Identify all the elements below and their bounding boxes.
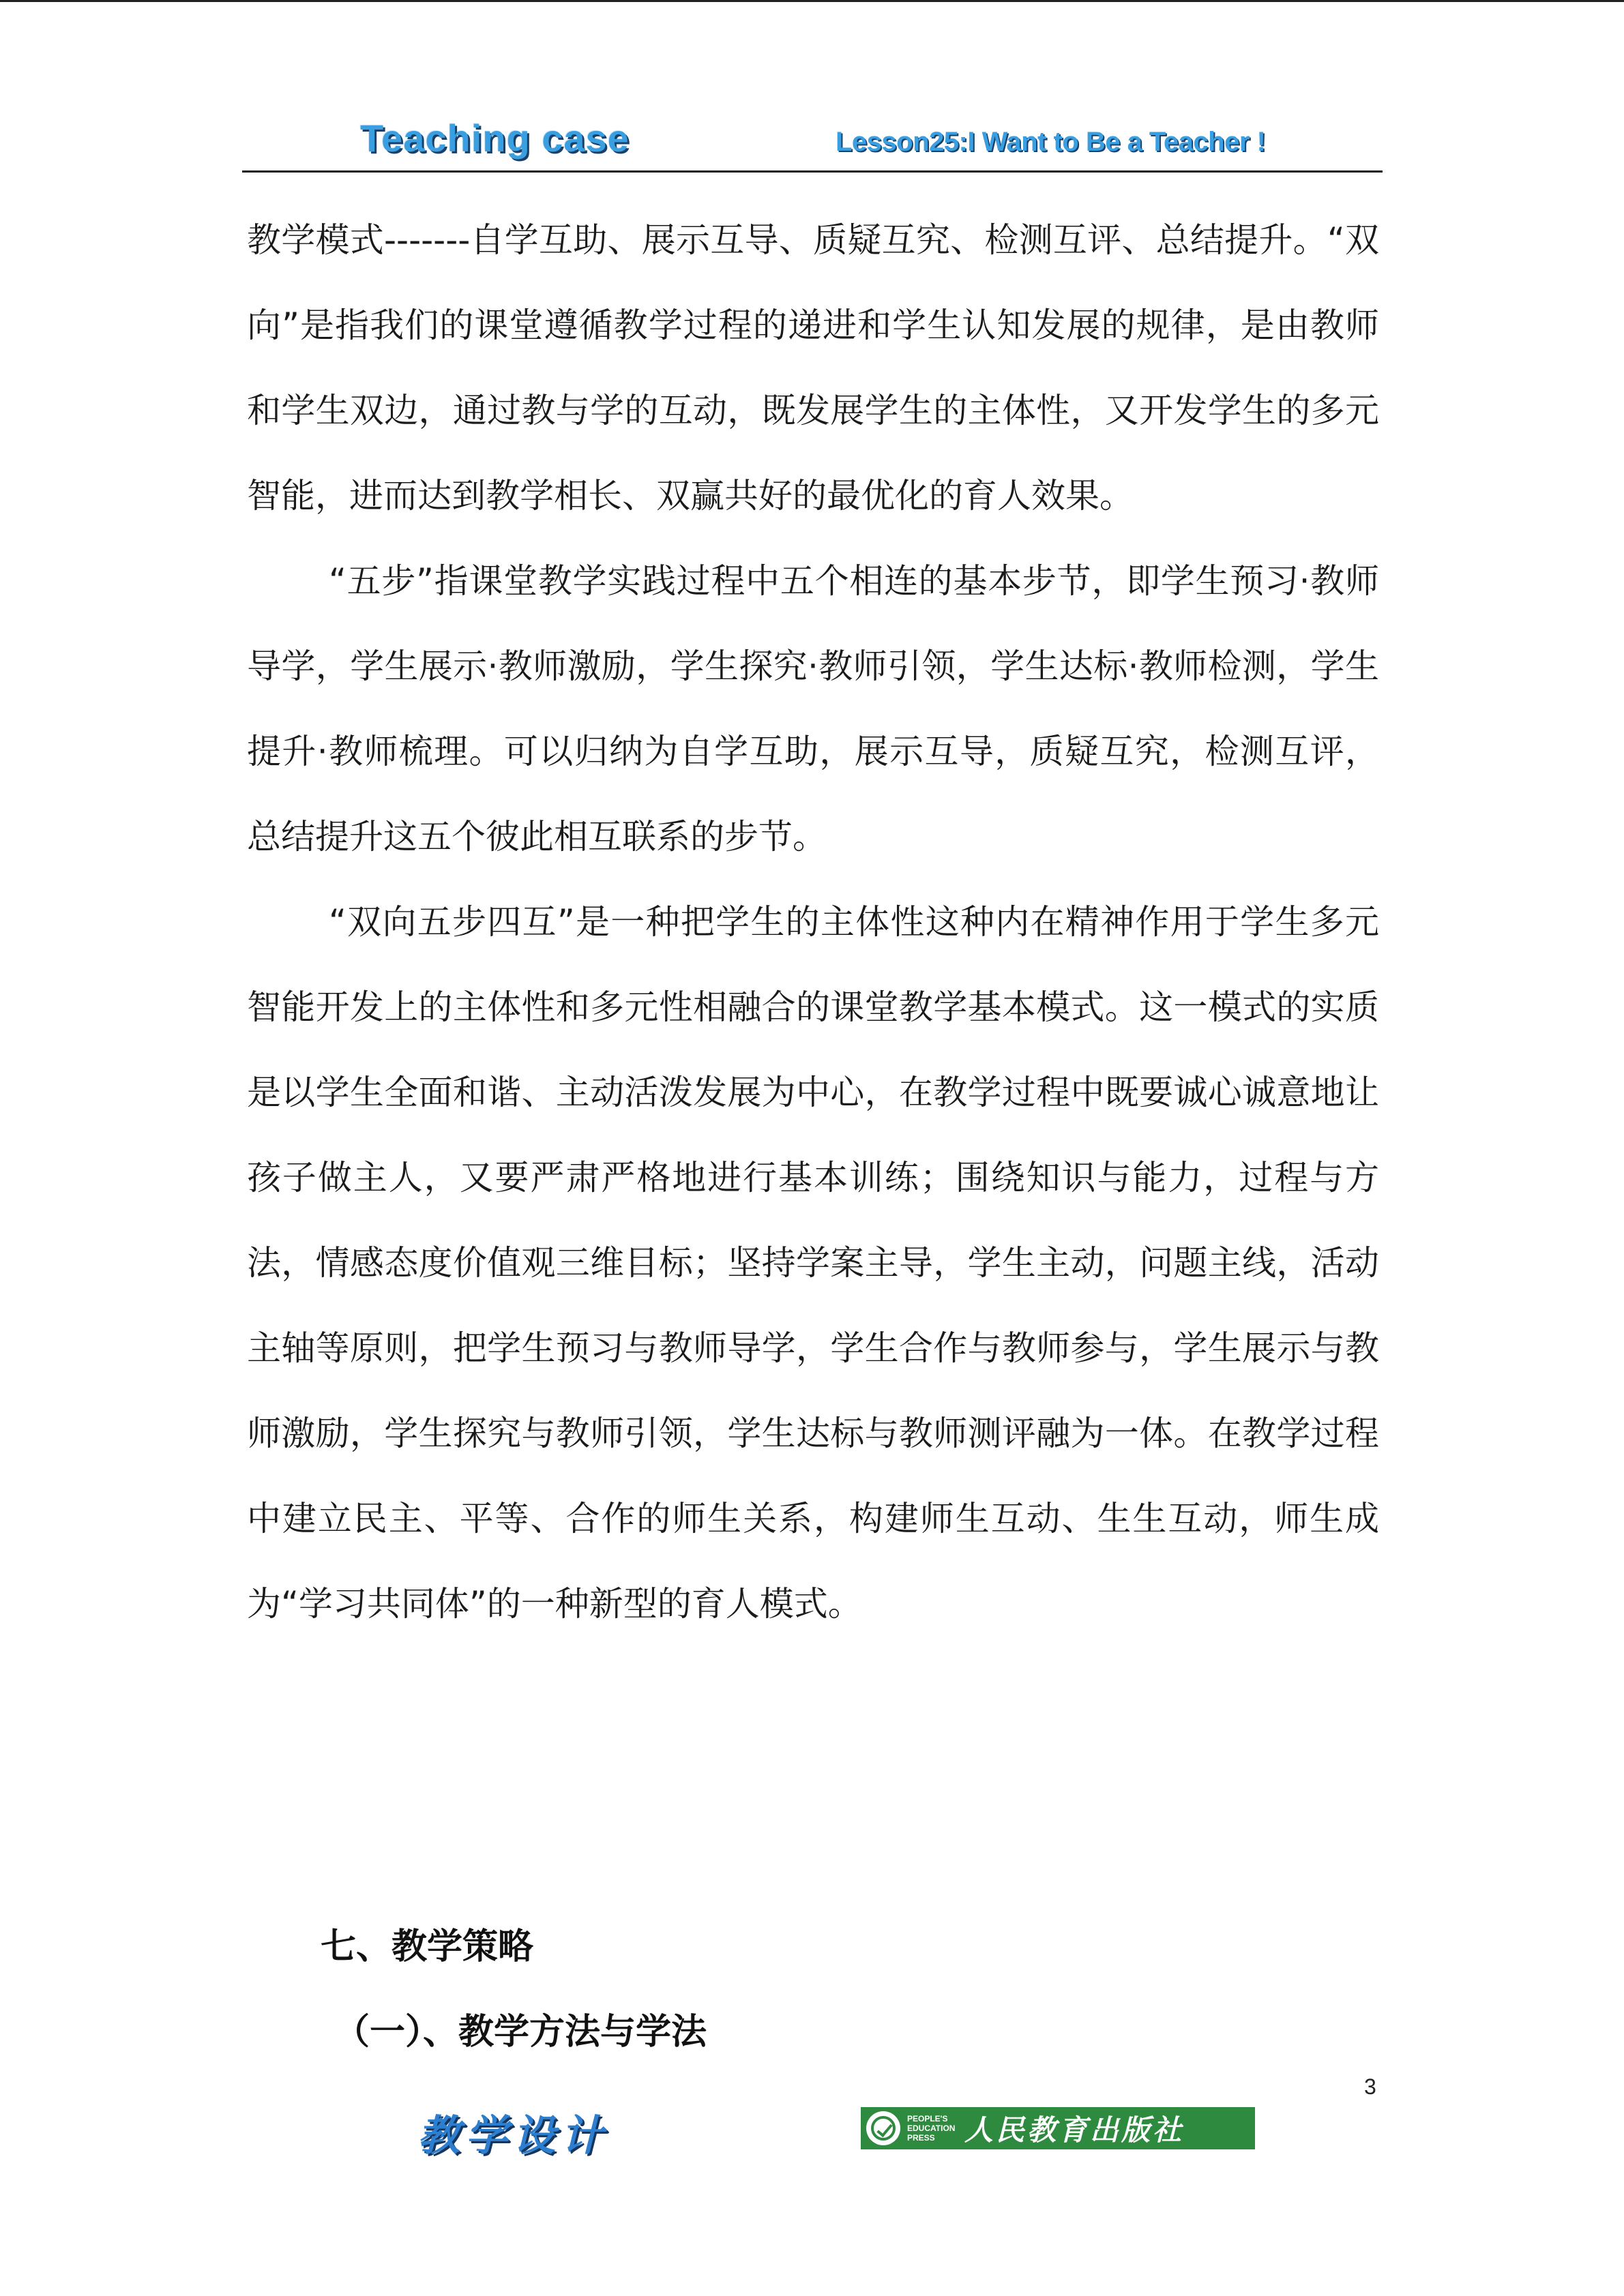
section-heading-teaching-strategy: 七、教学策略 bbox=[321, 1926, 534, 1967]
document-body bbox=[247, 198, 1379, 1647]
header-teaching-case: Teaching case bbox=[360, 117, 630, 160]
subsection-heading-methods: （一）、教学方法与学法 bbox=[334, 2012, 707, 2053]
publisher-logo bbox=[861, 2107, 1255, 2149]
footer-teaching-design: 教学设计 bbox=[417, 2111, 609, 2160]
header-divider bbox=[242, 170, 1383, 173]
publisher-name-chinese: 人民教育出版社 bbox=[964, 2113, 1185, 2147]
publisher-name-english: PEOPLE'S EDUCATION PRESS bbox=[907, 2114, 956, 2143]
paragraph-two-way-five-steps: “双向五步四互”是一种把学生的主体性这种内在精神作用于学生多元智能开发上的主体性和多元性相融合的课堂教学基本模式。这一模式的实质是以学生全面和谐、主动活泼发展为中心，在教学过程中既要诚心诚意地让孩子做主人，又要严肃严格地进行基本训练；围绕知识与能力，过程与方法，情感态度价值观三维目标；坚持学案主导，学生主动，问题主线，活动主轴等原则，把学生预习与教师导学，学生合作与教师参与，学生展示与教师激励，学生探究与教师引领，学生达标与教师测评融为一体。在教学过程中建立民主、平等、合作的师生关系，构建师生互动、生生互动，师生成为“学习共同体”的一种新型的育人模式。 bbox=[247, 902, 1379, 1624]
paragraph-teaching-mode: 教学模式-------自学互助、展示互导、质疑互究、检测互评、总结提升。“双向”是指我们的课堂遵循教学过程的递进和学生认知发展的规律，是由教师和学生双边，通过教与学的互动，既发展学生的主体性，又开发学生的多元智能，进而达到教学相长、双赢共好的最优化的育人效果。 bbox=[247, 220, 1379, 516]
page-top-border bbox=[0, 0, 1624, 2]
header-lesson-title: Lesson25:I Want to Be a Teacher ! bbox=[836, 127, 1266, 157]
paragraph-five-steps: “五步”指课堂教学实践过程中五个相连的基本步节，即学生预习·教师导学，学生展示·教师激励，学生探究·教师引领，学生达标·教师检测，学生提升·教师梳理。可以归纳为自学互助，展示互导，质疑互究，检测互评，总结提升这五个彼此相互联系的步节。 bbox=[247, 561, 1379, 856]
publisher-emblem-icon bbox=[866, 2111, 900, 2145]
page-number: 3 bbox=[1364, 2074, 1376, 2099]
